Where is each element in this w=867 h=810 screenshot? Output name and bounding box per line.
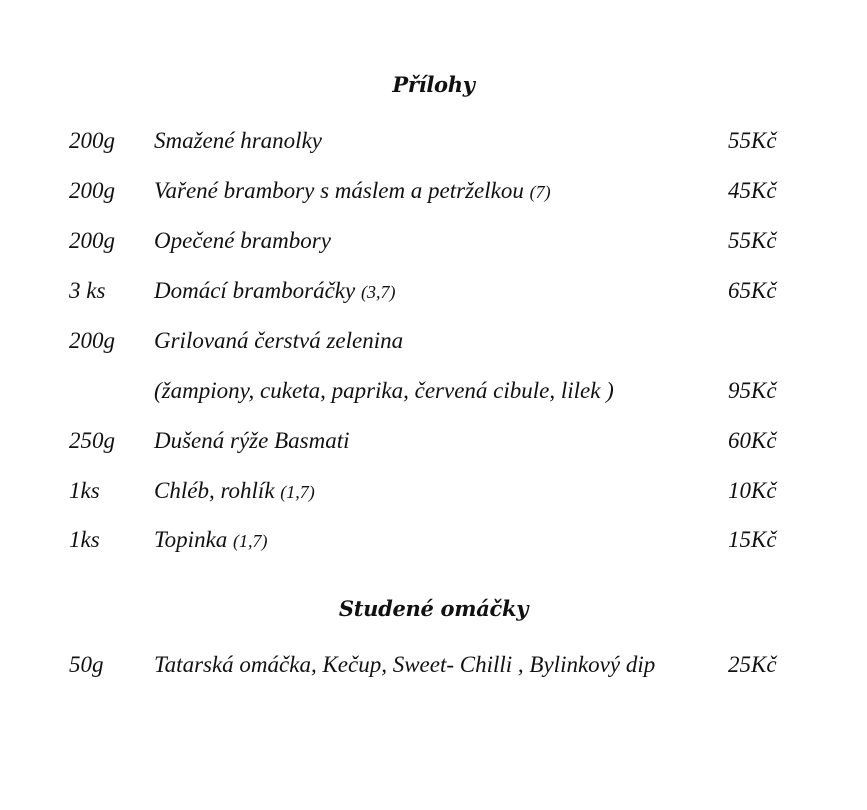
item-name-wrap	[154, 428, 349, 454]
item-name-wrap	[154, 128, 322, 154]
item-allergens: (7)	[529, 182, 551, 202]
item-quantity: 1ks	[69, 478, 100, 503]
item-quantity: 250g	[69, 428, 115, 453]
item-allergens: (1,7)	[280, 482, 315, 502]
item-price: 25Kč	[728, 652, 777, 677]
item-name-wrap	[154, 278, 395, 304]
item-name: Vařené brambory s máslem a petrželkou	[154, 178, 524, 203]
menu-item	[0, 652, 867, 682]
item-name-wrap	[154, 328, 403, 354]
item-name-wrap	[154, 652, 655, 678]
item-price: 95Kč	[728, 378, 777, 403]
item-price: 45Kč	[728, 178, 777, 203]
item-allergens: (3,7)	[360, 282, 396, 302]
item-quantity: 200g	[69, 128, 115, 153]
menu-item	[0, 178, 867, 208]
item-quantity: 1ks	[69, 527, 100, 552]
item-name-wrap	[154, 527, 268, 553]
menu-item	[0, 527, 867, 557]
menu-item	[0, 478, 867, 508]
item-name-wrap	[154, 478, 315, 504]
menu-item	[0, 328, 867, 358]
item-quantity: 200g	[69, 328, 115, 353]
item-name: Smažené hranolky	[154, 128, 322, 153]
item-price: 55Kč	[728, 128, 777, 153]
item-name-wrap	[154, 178, 551, 204]
section-title-studene-omacky: Studené omáčky	[338, 596, 529, 621]
item-name-wrap	[154, 228, 331, 254]
menu-item	[0, 228, 867, 258]
section-title-prilohy: Přílohy	[392, 72, 475, 97]
menu-item	[0, 428, 867, 458]
item-name: Grilovaná čerstvá zelenina	[154, 328, 404, 353]
item-quantity: 200g	[69, 228, 115, 253]
menu-item	[0, 378, 867, 408]
item-name: Dušená rýže Basmati	[154, 428, 350, 453]
item-price: 60Kč	[728, 428, 777, 453]
item-price: 65Kč	[728, 278, 777, 303]
item-name-wrap	[154, 378, 614, 404]
item-name: Domácí bramboráčky	[154, 278, 356, 303]
item-name: (žampiony, cuketa, paprika, červená cibule, lilek )	[154, 378, 614, 403]
item-quantity: 50g	[69, 652, 104, 677]
item-allergens: (1,7)	[233, 531, 268, 551]
menu-item	[0, 278, 867, 308]
menu-item	[0, 128, 867, 158]
item-quantity: 200g	[69, 178, 115, 203]
item-price: 55Kč	[728, 228, 777, 253]
item-price: 15Kč	[728, 527, 777, 552]
item-quantity: 3 ks	[69, 278, 106, 303]
item-price: 10Kč	[728, 478, 777, 503]
item-name: Topinka	[154, 527, 228, 552]
item-name: Chléb, rohlík	[154, 478, 275, 503]
item-name: Opečené brambory	[154, 228, 331, 253]
item-name: Tatarská omáčka, Kečup, Sweet- Chilli , Bylinkový dip	[154, 652, 656, 677]
